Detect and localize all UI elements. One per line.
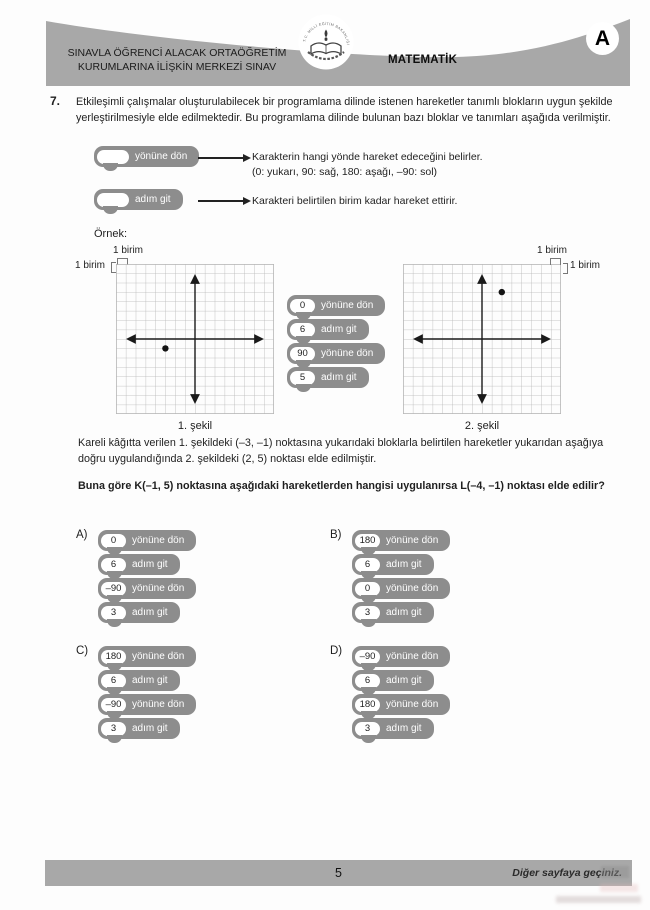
block-value-slot: 3 — [101, 722, 126, 736]
unit-label-left-fig1: 1 birim — [75, 260, 106, 271]
block-label: yönüne dön — [135, 151, 188, 162]
code-block — [287, 367, 369, 388]
code-block-turn-definition — [94, 146, 199, 167]
code-block — [287, 343, 385, 364]
code-block — [352, 530, 450, 551]
block-label: adım git — [386, 559, 422, 570]
block-value-slot: 0 — [101, 534, 126, 548]
question-intro: Etkileşimli çalışmalar oluşturulabilecek bir programlama dilinde istenen hareketler tanımlı blokların uygun şekilde yerleştirilmesiyle elde edilmektedir. Bu programlama dilinde bulunan bazı bloklar ve tanımları aşağıda verilmiştir. — [76, 96, 613, 124]
block-value-slot: 0 — [355, 582, 380, 596]
scan-watermark — [556, 896, 641, 903]
code-block — [98, 530, 196, 551]
block-value-slot: 0 — [290, 299, 315, 313]
option-b-letter: B) — [330, 529, 342, 541]
page-number: 5 — [335, 866, 342, 880]
block-value-slot: –90 — [101, 698, 126, 712]
block-value-slot: 6 — [101, 674, 126, 688]
block-label: adım git — [321, 324, 357, 335]
block-label: adım git — [386, 675, 422, 686]
code-block — [352, 578, 450, 599]
block-value-slot: 90 — [290, 347, 315, 361]
subject-title: MATEMATİK — [388, 54, 458, 66]
next-page-note: Diğer sayfaya geçiniz. — [512, 867, 622, 879]
option-c-blocks — [98, 646, 196, 739]
block-value-slot: –90 — [355, 650, 380, 664]
block-label: yönüne dön — [386, 535, 439, 546]
option-d-blocks — [352, 646, 450, 739]
logo-text: T.C. MİLLÎ EĞİTİM BAKANLIĞI — [302, 21, 350, 46]
code-block-move-definition — [94, 189, 183, 210]
figure1-caption: 1. şekil — [177, 420, 213, 432]
code-block — [98, 718, 180, 739]
code-block — [352, 694, 450, 715]
code-block — [98, 602, 180, 623]
option-a-letter: A) — [76, 529, 88, 541]
booklet-letter-badge: A — [586, 22, 619, 55]
code-block — [98, 694, 196, 715]
option-a-blocks — [98, 530, 196, 623]
block-value-slot — [97, 193, 129, 207]
option-c-letter: C) — [76, 645, 89, 657]
block-label: adım git — [386, 607, 422, 618]
code-block — [352, 646, 450, 667]
turn-block-description — [252, 150, 624, 179]
block-label: yönüne dön — [132, 651, 185, 662]
option-d-letter: D) — [330, 645, 343, 657]
block-label: adım git — [386, 723, 422, 734]
arrow-icon — [198, 157, 244, 159]
question-prompt: Buna göre K(–1, 5) noktasına aşağıdaki hareketlerden hangisi uygulanırsa L(–4, –1) noktası elde edilir? — [78, 480, 605, 492]
block-label: yönüne dön — [321, 300, 374, 311]
block-value-slot: 3 — [101, 606, 126, 620]
block-value-slot: 180 — [101, 650, 126, 664]
code-block — [98, 578, 196, 599]
block-label: adım git — [132, 559, 168, 570]
block-value-slot: 180 — [355, 534, 380, 548]
code-block — [98, 670, 180, 691]
point-result — [499, 289, 505, 295]
block-value-slot: –90 — [101, 582, 126, 596]
block-value-slot: 6 — [101, 558, 126, 572]
block-value-slot: 6 — [355, 674, 380, 688]
exam-title — [58, 46, 296, 74]
block-label: yönüne dön — [321, 348, 374, 359]
block-label: adım git — [132, 723, 168, 734]
code-block — [287, 319, 369, 340]
question-number: 7. — [50, 94, 61, 108]
block-label: yönüne dön — [132, 535, 185, 546]
block-label: adım git — [321, 372, 357, 383]
example-explanation: Kareli kâğıtta verilen 1. şekildeki (–3, –1) noktasına yukarıdaki bloklarla belirtilen hareketler yukarıdan aşağıya doğru uygulandığında 2. şekildeki (2, 5) noktası elde edilmiştir. — [78, 437, 604, 465]
exam-title-line2: KURUMLARINA İLİŞKİN MERKEZİ SINAV — [77, 61, 277, 73]
block-label: yönüne dön — [386, 583, 439, 594]
figure2-caption: 2. şekil — [464, 420, 500, 432]
unit-label-top-fig1: 1 birim — [113, 245, 144, 256]
grid-figure-1 — [116, 264, 274, 414]
block-value-slot: 5 — [290, 371, 315, 385]
arrow-icon — [198, 200, 244, 202]
block-value-slot — [97, 150, 129, 164]
footer-bar — [45, 860, 632, 886]
block-label: adım git — [135, 194, 171, 205]
scan-watermark — [600, 884, 638, 892]
turn-desc-line1: Karakterin hangi yönde hareket edeceğini belirler. — [252, 151, 483, 163]
example-heading: Örnek: — [94, 228, 128, 240]
scan-watermark — [601, 866, 629, 878]
block-label: adım git — [132, 675, 168, 686]
unit-label-right-fig2: 1 birim — [570, 260, 601, 271]
code-block — [287, 295, 385, 316]
code-block — [98, 646, 196, 667]
ministry-logo — [297, 13, 355, 71]
block-value-slot: 3 — [355, 722, 380, 736]
block-value-slot: 6 — [355, 558, 380, 572]
block-label: yönüne dön — [132, 699, 185, 710]
exam-title-line1: SINAVLA ÖĞRENCİ ALACAK ORTAÖĞRETİM — [67, 47, 287, 59]
block-value-slot: 6 — [290, 323, 315, 337]
move-block-description: Karakteri belirtilen birim kadar hareket ettirir. — [252, 195, 458, 207]
block-label: yönüne dön — [386, 651, 439, 662]
unit-label-top-fig2: 1 birim — [537, 245, 568, 256]
code-block — [98, 554, 180, 575]
code-block — [352, 554, 434, 575]
grid-figure-2 — [403, 264, 561, 414]
block-value-slot: 3 — [355, 606, 380, 620]
block-label: adım git — [132, 607, 168, 618]
block-label: yönüne dön — [132, 583, 185, 594]
option-b-blocks — [352, 530, 450, 623]
point-start — [162, 345, 168, 351]
turn-desc-line2: (0: yukarı, 90: sağ, 180: aşağı, –90: sol) — [252, 165, 438, 178]
example-block-stack — [287, 295, 385, 388]
code-block — [352, 718, 434, 739]
unit-bracket-icon — [550, 258, 561, 265]
code-block — [352, 670, 434, 691]
unit-bracket-icon — [563, 263, 568, 274]
code-block — [352, 602, 434, 623]
block-value-slot: 180 — [355, 698, 380, 712]
block-label: yönüne dön — [386, 699, 439, 710]
